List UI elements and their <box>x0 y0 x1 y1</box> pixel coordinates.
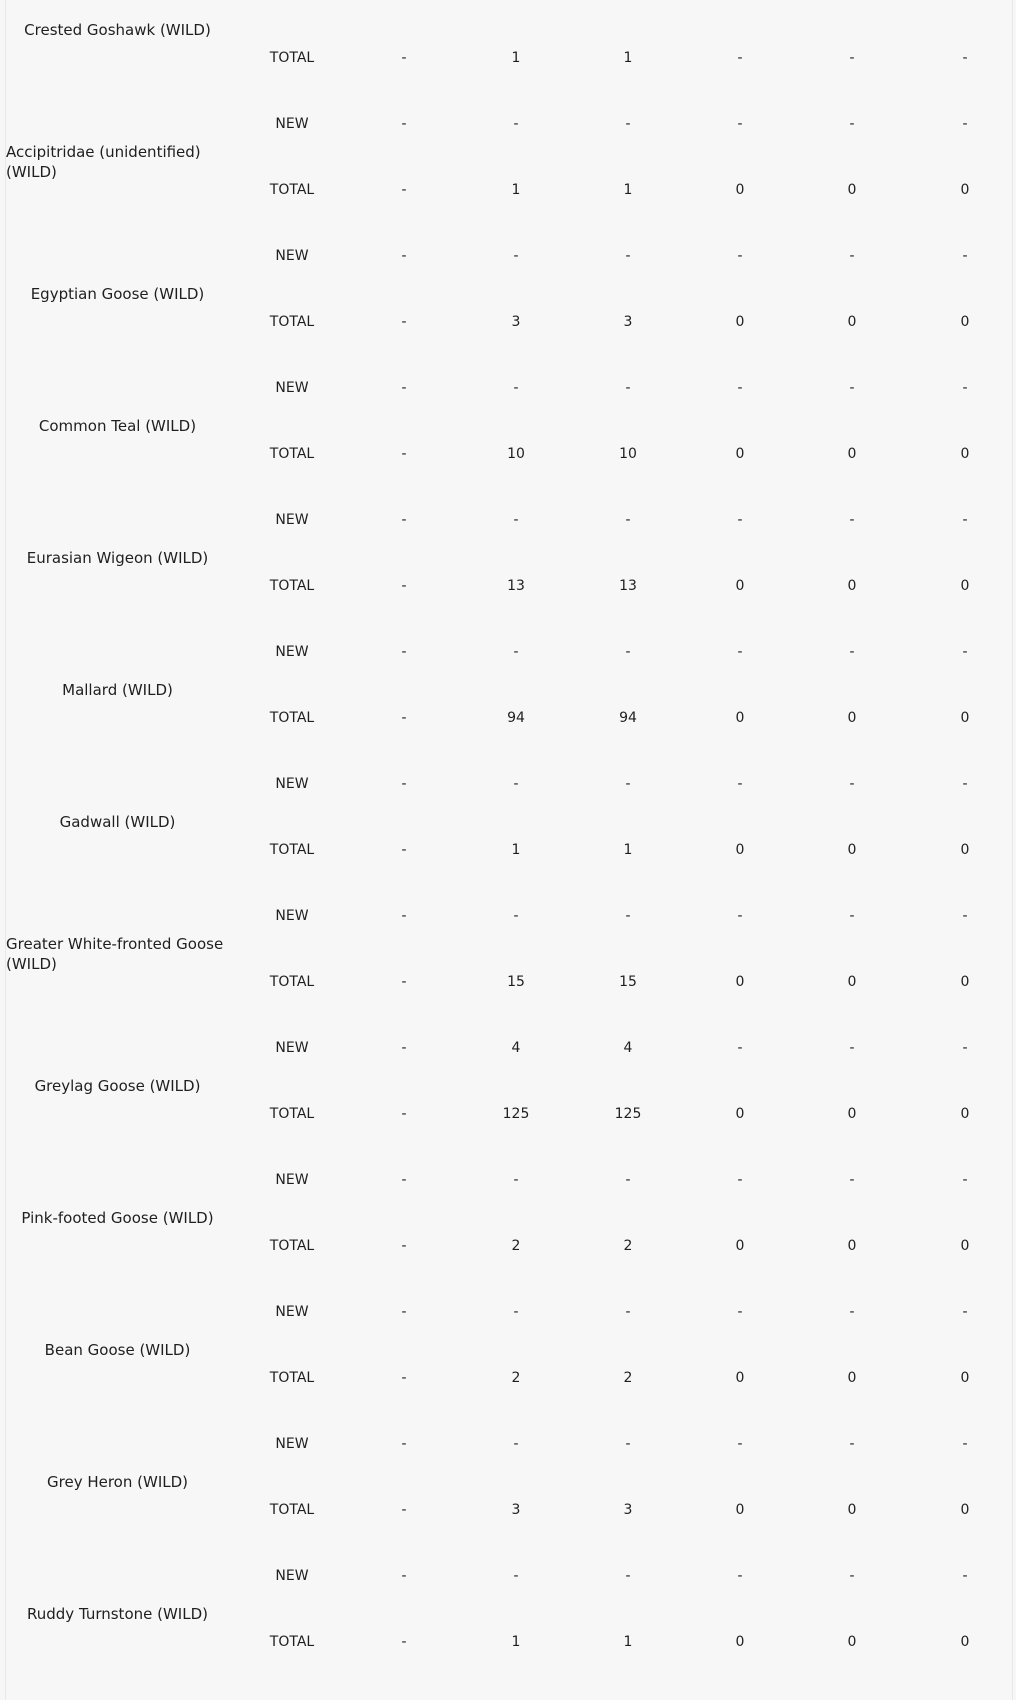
table-cell: 0 <box>960 182 970 198</box>
table-cell: - <box>401 908 407 924</box>
table-cell: - <box>401 182 407 198</box>
table-cell: 13 <box>507 578 525 594</box>
table-cell: - <box>962 908 968 924</box>
row-type-label: NEW <box>275 1040 309 1056</box>
table-cell: 0 <box>847 182 857 198</box>
row-type-label: TOTAL <box>269 842 315 858</box>
table-cell: 10 <box>507 446 525 462</box>
row-type-label: NEW <box>275 908 309 924</box>
table-cell: - <box>849 1304 855 1320</box>
table-cell: - <box>625 380 631 396</box>
new-row <box>6 1037 1016 1103</box>
table-cell: 0 <box>960 710 970 726</box>
table-cell: 0 <box>735 182 745 198</box>
table-cell: - <box>962 380 968 396</box>
table-cell: - <box>962 644 968 660</box>
table-cell: 125 <box>614 1106 642 1122</box>
table-cell: - <box>401 446 407 462</box>
table-row-group <box>6 0 1016 96</box>
table-cell: - <box>401 578 407 594</box>
table-cell: - <box>962 1172 968 1188</box>
table-row-group <box>6 360 1016 492</box>
table-cell: 4 <box>511 1040 521 1056</box>
table-cell: - <box>625 116 631 132</box>
table-cell: 0 <box>960 1502 970 1518</box>
table-cell: 0 <box>735 842 745 858</box>
table-cell: - <box>401 776 407 792</box>
new-row <box>6 509 1016 575</box>
table-cell: - <box>401 1502 407 1518</box>
row-type-label: NEW <box>275 380 309 396</box>
table-cell: - <box>513 512 519 528</box>
row-type-label: TOTAL <box>269 1238 315 1254</box>
total-row <box>6 1631 1016 1697</box>
table-cell: 1 <box>511 182 521 198</box>
table-cell: - <box>849 380 855 396</box>
table-row-group <box>6 96 1016 228</box>
row-type-label: TOTAL <box>269 578 315 594</box>
row-type-label: NEW <box>275 1568 309 1584</box>
table-cell: 1 <box>623 50 633 66</box>
table-cell: - <box>737 116 743 132</box>
table-cell: 3 <box>511 1502 521 1518</box>
table-cell: - <box>513 1568 519 1584</box>
row-type-label: NEW <box>275 116 309 132</box>
table-cell: 3 <box>511 314 521 330</box>
table-cell: - <box>401 1304 407 1320</box>
species-count-table <box>6 0 1016 1680</box>
table-cell: - <box>513 644 519 660</box>
table-cell: 0 <box>735 446 745 462</box>
table-cell: - <box>849 512 855 528</box>
table-cell: 0 <box>735 1238 745 1254</box>
new-row <box>6 1565 1016 1631</box>
table-cell: 2 <box>623 1370 633 1386</box>
table-cell <box>364 0 444 3</box>
table-cell: - <box>737 512 743 528</box>
table-cell: 0 <box>735 710 745 726</box>
table-cell: - <box>849 50 855 66</box>
row-type-label <box>247 0 337 3</box>
table-cell: - <box>737 1568 743 1584</box>
table-cell: 0 <box>960 974 970 990</box>
new-row <box>6 245 1016 311</box>
row-type-label: NEW <box>275 248 309 264</box>
table-cell: - <box>962 1304 968 1320</box>
table-cell: 1 <box>511 50 521 66</box>
table-cell: - <box>401 1634 407 1650</box>
table-cell: 0 <box>847 842 857 858</box>
table-cell: - <box>737 908 743 924</box>
table-cell: - <box>401 1106 407 1122</box>
table-cell: 0 <box>960 1106 970 1122</box>
table-cell: - <box>625 1304 631 1320</box>
table-cell: 0 <box>735 1370 745 1386</box>
table-cell: - <box>737 1040 743 1056</box>
table-cell: 125 <box>502 1106 530 1122</box>
table-cell: 2 <box>511 1370 521 1386</box>
table-cell: - <box>737 380 743 396</box>
table-cell: - <box>513 248 519 264</box>
table-cell: - <box>513 1436 519 1452</box>
table-cell: - <box>401 116 407 132</box>
table-cell: 13 <box>619 578 637 594</box>
species-name: Eurasian Wigeon (WILD) <box>26 549 209 567</box>
table-cell: - <box>625 1436 631 1452</box>
table-cell: - <box>962 1040 968 1056</box>
table-cell: - <box>401 710 407 726</box>
table-cell: 2 <box>623 1238 633 1254</box>
table-cell: - <box>737 50 743 66</box>
table-cell: 0 <box>735 314 745 330</box>
table-cell: - <box>625 1568 631 1584</box>
table-cell: - <box>513 1172 519 1188</box>
table-row-group <box>6 1548 1016 1680</box>
table-cell: - <box>401 1040 407 1056</box>
table-cell: 1 <box>511 1634 521 1650</box>
table-cell: - <box>737 1172 743 1188</box>
species-name: Grey Heron (WILD) <box>47 1473 188 1491</box>
table-cell: - <box>513 908 519 924</box>
table-cell: 94 <box>507 710 525 726</box>
table-cell: 3 <box>623 1502 633 1518</box>
row-type-label: TOTAL <box>269 50 315 66</box>
table-cell: - <box>401 1370 407 1386</box>
species-name: Greater White-fronted Goose (WILD) <box>6 935 224 973</box>
table-cell: - <box>625 1172 631 1188</box>
table-row-group <box>6 756 1016 888</box>
table-cell: - <box>401 1238 407 1254</box>
table-cell: - <box>401 644 407 660</box>
row-type-label: TOTAL <box>269 314 315 330</box>
table-cell: 0 <box>847 1502 857 1518</box>
species-name: Crested Goshawk (WILD) <box>24 21 211 39</box>
table-cell: 4 <box>623 1040 633 1056</box>
row-type-label: TOTAL <box>269 1634 315 1650</box>
table-cell: - <box>849 116 855 132</box>
table-cell: 1 <box>623 1634 633 1650</box>
table-cell: - <box>962 776 968 792</box>
row-type-label: TOTAL <box>269 1370 315 1386</box>
table-cell: 0 <box>960 1370 970 1386</box>
table-cell: 0 <box>960 1238 970 1254</box>
table-cell: 0 <box>735 974 745 990</box>
table-cell: 0 <box>847 1106 857 1122</box>
table-cell: 0 <box>960 446 970 462</box>
table-cell: 0 <box>960 578 970 594</box>
new-row <box>6 905 1016 971</box>
table-cell: - <box>401 380 407 396</box>
species-name: Mallard (WILD) <box>62 681 173 699</box>
table-cell: - <box>849 1436 855 1452</box>
species-name: Bean Goose (WILD) <box>44 1341 191 1359</box>
table-cell: - <box>962 1436 968 1452</box>
row-type-label: TOTAL <box>269 710 315 726</box>
table-cell <box>588 0 668 3</box>
table-cell: - <box>737 776 743 792</box>
table-cell: 0 <box>847 1370 857 1386</box>
row-type-label: NEW <box>275 1436 309 1452</box>
table-cell: 0 <box>735 1106 745 1122</box>
table-cell: - <box>849 1040 855 1056</box>
table-cell: - <box>513 116 519 132</box>
row-type-label: NEW <box>275 1172 309 1188</box>
table-row-group <box>6 1416 1016 1548</box>
table-cell: 1 <box>623 842 633 858</box>
row-type-label: TOTAL <box>269 1502 315 1518</box>
table-cell: - <box>625 512 631 528</box>
new-row <box>6 377 1016 443</box>
table-cell <box>476 0 556 3</box>
table-cell: - <box>401 842 407 858</box>
table-cell: 0 <box>847 1634 857 1650</box>
table-cell: - <box>625 248 631 264</box>
species-name: Gadwall (WILD) <box>59 813 176 831</box>
table-cell: 0 <box>847 446 857 462</box>
table-cell: 0 <box>847 1238 857 1254</box>
table-cell: 0 <box>847 710 857 726</box>
table-cell: - <box>401 248 407 264</box>
table-cell: 0 <box>735 1502 745 1518</box>
table-cell: - <box>513 380 519 396</box>
species-name: Egyptian Goose (WILD) <box>30 285 205 303</box>
table-cell: - <box>625 908 631 924</box>
table-cell: - <box>962 116 968 132</box>
new-row <box>6 773 1016 839</box>
table-cell: - <box>737 248 743 264</box>
table-cell <box>700 0 780 3</box>
table-cell: - <box>401 1436 407 1452</box>
table-cell: - <box>849 776 855 792</box>
table-cell: 1 <box>623 182 633 198</box>
table-cell: 1 <box>511 842 521 858</box>
table-row-group <box>6 492 1016 624</box>
row-type-label: NEW <box>275 776 309 792</box>
table-cell: 0 <box>735 1634 745 1650</box>
table-cell: - <box>401 1568 407 1584</box>
new-row <box>6 1169 1016 1235</box>
table-cell: - <box>849 248 855 264</box>
table-row-group <box>6 1152 1016 1284</box>
row-type-label: NEW <box>275 512 309 528</box>
table-row-group <box>6 228 1016 360</box>
row-type-label: TOTAL <box>269 974 315 990</box>
row-type-label: TOTAL <box>269 182 315 198</box>
table-cell <box>925 0 1005 3</box>
table-cell: - <box>401 512 407 528</box>
new-row <box>6 1433 1016 1499</box>
table-cell: 0 <box>847 314 857 330</box>
table-cell: - <box>962 512 968 528</box>
table-cell: - <box>625 776 631 792</box>
new-row <box>6 0 1016 47</box>
table-cell: - <box>401 50 407 66</box>
table-cell: 3 <box>623 314 633 330</box>
table-cell: - <box>962 50 968 66</box>
table-cell: - <box>849 1172 855 1188</box>
table-cell: - <box>513 776 519 792</box>
new-row <box>6 1301 1016 1367</box>
new-row <box>6 113 1016 179</box>
table-cell: - <box>737 1304 743 1320</box>
table-row-group <box>6 624 1016 756</box>
table-cell: 0 <box>735 578 745 594</box>
table-row-group <box>6 888 1016 1020</box>
table-cell: 0 <box>960 842 970 858</box>
table-cell: - <box>737 1436 743 1452</box>
species-name: Ruddy Turnstone (WILD) <box>27 1605 208 1623</box>
species-name: Greylag Goose (WILD) <box>34 1077 201 1095</box>
table-cell: - <box>849 908 855 924</box>
table-row-group <box>6 1284 1016 1416</box>
table-cell: - <box>962 248 968 264</box>
table-cell: - <box>401 1172 407 1188</box>
table-cell: - <box>849 644 855 660</box>
table-cell: 2 <box>511 1238 521 1254</box>
species-name: Common Teal (WILD) <box>38 417 197 435</box>
table-cell <box>812 0 892 3</box>
row-type-label: NEW <box>275 644 309 660</box>
table-cell: 15 <box>619 974 637 990</box>
new-row <box>6 641 1016 707</box>
table-cell: 0 <box>847 578 857 594</box>
species-name: Accipitridae (unidentified) (WILD) <box>6 143 201 181</box>
table-cell: 0 <box>847 974 857 990</box>
row-type-label: TOTAL <box>269 1106 315 1122</box>
table-cell: - <box>401 314 407 330</box>
table-cell: 94 <box>619 710 637 726</box>
table-row-group <box>6 1020 1016 1152</box>
table-cell: - <box>513 1304 519 1320</box>
table-cell: 0 <box>960 1634 970 1650</box>
table-cell: 0 <box>960 314 970 330</box>
table-cell: 15 <box>507 974 525 990</box>
row-type-label: NEW <box>275 1304 309 1320</box>
table-cell: - <box>737 644 743 660</box>
table-cell: - <box>849 1568 855 1584</box>
row-type-label: TOTAL <box>269 446 315 462</box>
table-cell: - <box>401 974 407 990</box>
species-name: Pink-footed Goose (WILD) <box>21 1209 214 1227</box>
table-cell: - <box>625 644 631 660</box>
table-cell: 10 <box>619 446 637 462</box>
table-cell: - <box>962 1568 968 1584</box>
